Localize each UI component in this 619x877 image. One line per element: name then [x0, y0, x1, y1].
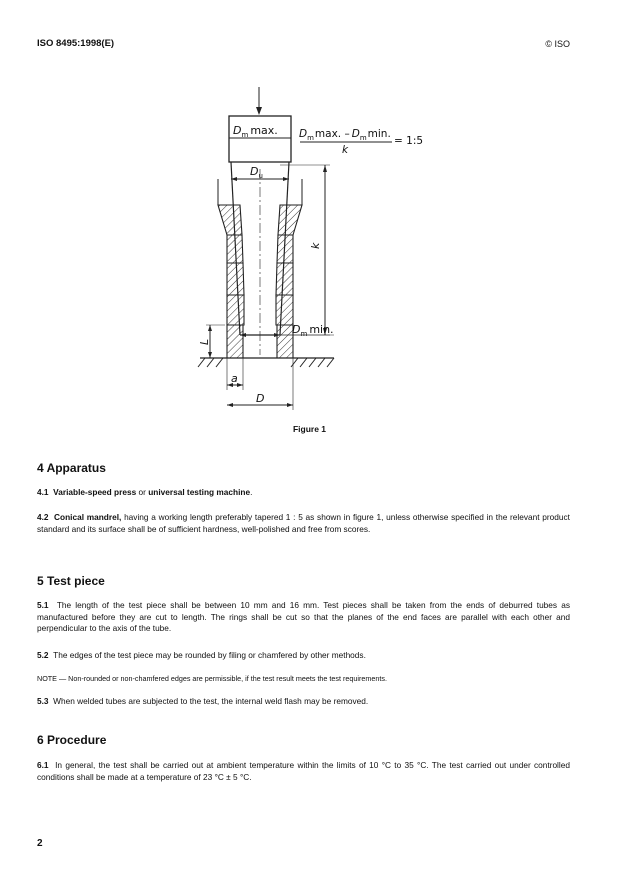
svg-text:Dmmax. –Dmmin. — [299, 128, 391, 142]
du-sub: u — [258, 172, 263, 180]
section-heading-procedure: 6 Procedure — [37, 733, 107, 747]
formula-a: max. – — [314, 128, 350, 140]
dm-min-base: D — [292, 323, 301, 336]
k-label: k — [309, 242, 322, 249]
paragraph-4-1: 4.1 Variable-speed press or universal testing machine. — [37, 487, 253, 497]
dm-max-base: D — [233, 124, 242, 137]
note: NOTE — Non-rounded or non-chamfered edges are permissible, if the test result meets the test requirements. — [37, 674, 387, 683]
formula-k: k — [342, 144, 349, 156]
page-number: 2 — [37, 838, 43, 849]
formula-sub-1: m — [307, 134, 314, 142]
dm-min-txt: min. — [309, 323, 334, 336]
section-heading-test-piece: 5 Test piece — [37, 574, 105, 588]
mandrel-diagram — [170, 85, 450, 415]
formula-dm-2: D — [351, 128, 360, 140]
svg-text:Du — [250, 165, 263, 180]
paragraph-5-1: 5.1 The length of the test piece shall be between 10 mm and 16 mm. Test pieces shall be taken from the ends of deburred tubes as manufactured before they are cut to length. The rings shall be cut so that the planes of the end faces are parallel with each other and perpendicular to the axis of the tube. — [37, 600, 570, 634]
dm-max-txt: max. — [250, 124, 278, 137]
du-base: D — [250, 165, 259, 178]
formula-ratio: = 1:5 — [394, 135, 424, 147]
dm-max-sub: m — [241, 131, 249, 139]
paragraph-6-1: 6.1 In general, the test shall be carried out at ambient temperature within the limits of 10 °C to 35 °C. The test carried out under controlled conditions shall be made at a temperature of 23 °C ± 5 °C. — [37, 760, 570, 782]
a-label: a — [231, 372, 238, 385]
L-label: L — [198, 338, 211, 345]
svg-text:Dmmax. — [233, 124, 278, 139]
document-id: ISO 8495:1998(E) — [37, 38, 115, 49]
svg-text:Dmmin. — [292, 323, 334, 338]
paragraph-4-2: 4.2 Conical mandrel, having a working length preferably tapered 1 : 5 as shown in figure 1, unless otherwise specified in the relevant product standard and its surface shall be of sufficient hardness, well-polished and free from scores. — [37, 512, 570, 534]
figure-caption: Figure 1 — [292, 424, 327, 434]
copyright: © ISO — [545, 39, 570, 49]
D-label: D — [256, 392, 265, 405]
formula-sub-2: m — [359, 134, 367, 142]
section-heading-apparatus: 4 Apparatus — [37, 461, 106, 475]
formula-b: min. — [367, 128, 391, 140]
dm-min-sub: m — [300, 330, 308, 338]
formula-dm-1: D — [299, 128, 308, 140]
paragraph-5-2: 5.2 The edges of the test piece may be rounded by filing or chamfered by other methods. — [37, 650, 366, 660]
paragraph-5-3: 5.3 When welded tubes are subjected to the test, the internal weld flash may be removed. — [37, 696, 369, 706]
